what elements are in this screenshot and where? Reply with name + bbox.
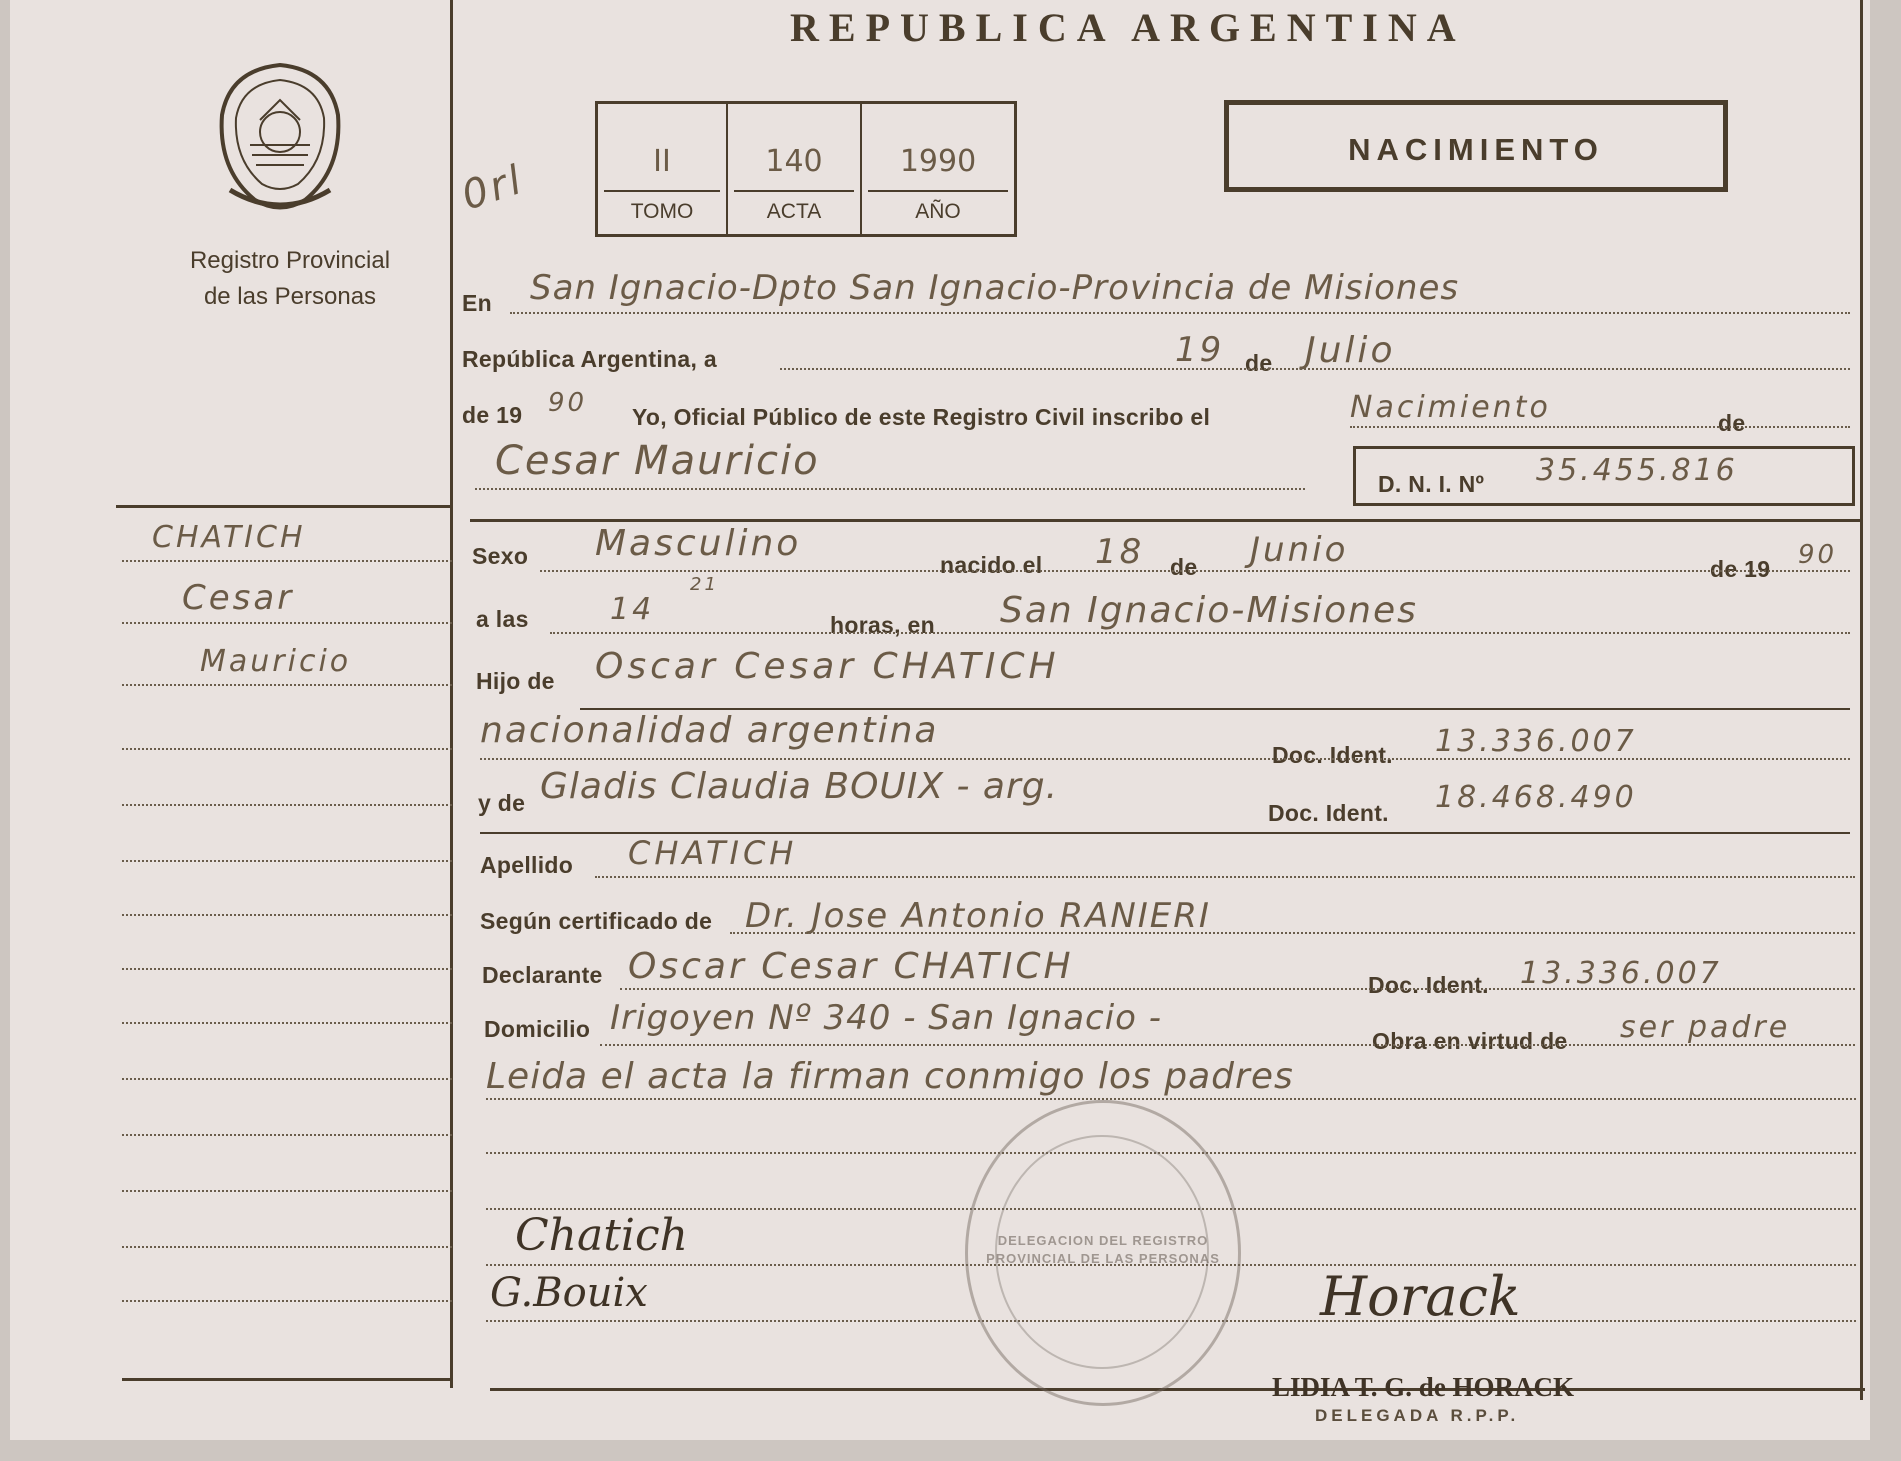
- frame-line-left: [450, 0, 453, 1388]
- anio-value: 1990: [899, 144, 977, 179]
- obra-value: ser padre: [1620, 1010, 1791, 1045]
- side-middle-name: Mauricio: [200, 644, 352, 679]
- label-alas: a las: [476, 606, 529, 632]
- official-name: LIDIA T. G. de HORACK: [1272, 1372, 1575, 1402]
- country-title: REPUBLICA ARGENTINA: [790, 5, 1466, 50]
- registration-month: Julio: [1305, 330, 1396, 371]
- dni-number: 35.455.816: [1536, 453, 1738, 488]
- label-doc-mother: Doc. Ident.: [1268, 800, 1389, 826]
- registry-line-1: Registro Provincial: [189, 247, 391, 274]
- child-full-name: Cesar Mauricio: [495, 438, 820, 484]
- registration-day: 19: [1175, 330, 1225, 370]
- provincial-crest-logo: [210, 60, 350, 220]
- father-document: 13.336.007: [1435, 724, 1637, 759]
- label-doc-father: Doc. Ident.: [1272, 742, 1393, 768]
- handwritten-initials: 0rl: [456, 156, 530, 220]
- signature-parent-1: Chatich: [515, 1210, 688, 1261]
- label-birth-year-prefix: de 19: [1710, 556, 1771, 582]
- declarant-name: Oscar Cesar CHATICH: [628, 946, 1074, 987]
- label-republica: República Argentina, a: [462, 346, 717, 372]
- stamp-text: DELEGACION DEL REGISTRO PROVINCIAL DE LAS PERSONAS: [986, 1233, 1220, 1266]
- label-de-month: de: [1245, 350, 1273, 376]
- label-obra: Obra en virtud de: [1372, 1028, 1568, 1054]
- birth-year-suffix: 90: [1798, 540, 1838, 570]
- certifying-doctor: Dr. Jose Antonio RANIERI: [745, 896, 1211, 936]
- signature-official: Horack: [1320, 1265, 1521, 1328]
- dni-box: [1353, 446, 1855, 506]
- label-domicilio: Domicilio: [484, 1016, 591, 1042]
- label-year-prefix: de 19: [462, 402, 523, 428]
- child-surname: CHATICH: [628, 834, 798, 872]
- label-apellido: Apellido: [480, 852, 574, 878]
- side-surname: CHATICH: [152, 520, 306, 555]
- bottom-rule-right: [490, 1388, 1865, 1391]
- label-de-birth-month: de: [1170, 554, 1198, 580]
- registration-kind: Nacimiento: [1350, 390, 1551, 425]
- side-column-divider: [116, 505, 450, 508]
- label-y-de: y de: [478, 790, 526, 816]
- dni-label: D. N. I. Nº: [1378, 471, 1485, 497]
- sex-value: Masculino: [595, 523, 802, 564]
- tomo-value: II: [653, 144, 671, 179]
- anio-label: AÑO: [915, 200, 961, 223]
- tomo-cell: [598, 104, 728, 234]
- address: Irigoyen Nº 340 - San Ignacio -: [610, 998, 1163, 1038]
- anio-cell: [862, 104, 1014, 234]
- place-of-registration: San Ignacio-Dpto San Ignacio-Provincia de Misiones: [530, 268, 1460, 308]
- label-sexo: Sexo: [472, 543, 529, 569]
- acta-label: ACTA: [766, 200, 822, 223]
- rule-under-dni: [470, 519, 1860, 522]
- certificate-type: NACIMIENTO: [1348, 132, 1604, 167]
- birth-place: San Ignacio-Misiones: [1000, 590, 1418, 631]
- birth-minutes: 21: [690, 574, 719, 595]
- label-declarante: Declarante: [482, 962, 603, 988]
- label-en: En: [462, 290, 492, 316]
- label-certificado: Según certificado de: [480, 908, 713, 934]
- official-title: DELEGADA R.P.P.: [1315, 1406, 1520, 1425]
- registry-name: [160, 243, 420, 315]
- birth-hour: 14: [610, 592, 655, 627]
- declarant-document: 13.336.007: [1520, 956, 1722, 991]
- bottom-rule-left: [122, 1378, 452, 1381]
- side-first-name: Cesar: [182, 578, 295, 618]
- label-de-name: de: [1718, 410, 1746, 436]
- acta-cell: [728, 104, 862, 234]
- label-doc-declarant: Doc. Ident.: [1368, 972, 1489, 998]
- closing-note: Leida el acta la firman conmigo los padres: [486, 1056, 1294, 1097]
- label-nacido: nacido el: [940, 552, 1043, 578]
- acta-value: 140: [765, 144, 823, 179]
- certificate-type-box: [1224, 100, 1728, 192]
- label-horas-en: horas, en: [830, 612, 935, 638]
- registration-year-suffix: 90: [548, 388, 588, 418]
- signature-parent-2: G.Bouix: [490, 1270, 648, 1316]
- official-statement: Yo, Oficial Público de este Registro Civil inscribo el: [632, 404, 1211, 430]
- birth-month: Junio: [1250, 530, 1349, 570]
- record-number-box: [595, 101, 1017, 237]
- registry-line-2: de las Personas: [203, 283, 377, 310]
- label-hijo-de: Hijo de: [476, 668, 555, 694]
- father-nationality: nacionalidad argentina: [480, 710, 939, 751]
- mother-name: Gladis Claudia BOUIX - arg.: [540, 766, 1059, 807]
- tomo-label: TOMO: [630, 200, 694, 223]
- birth-day: 18: [1095, 532, 1145, 572]
- mother-document: 18.468.490: [1435, 780, 1637, 815]
- father-name: Oscar Cesar CHATICH: [595, 646, 1060, 687]
- birth-certificate-page: [10, 0, 1870, 1440]
- frame-line-right: [1860, 0, 1863, 1400]
